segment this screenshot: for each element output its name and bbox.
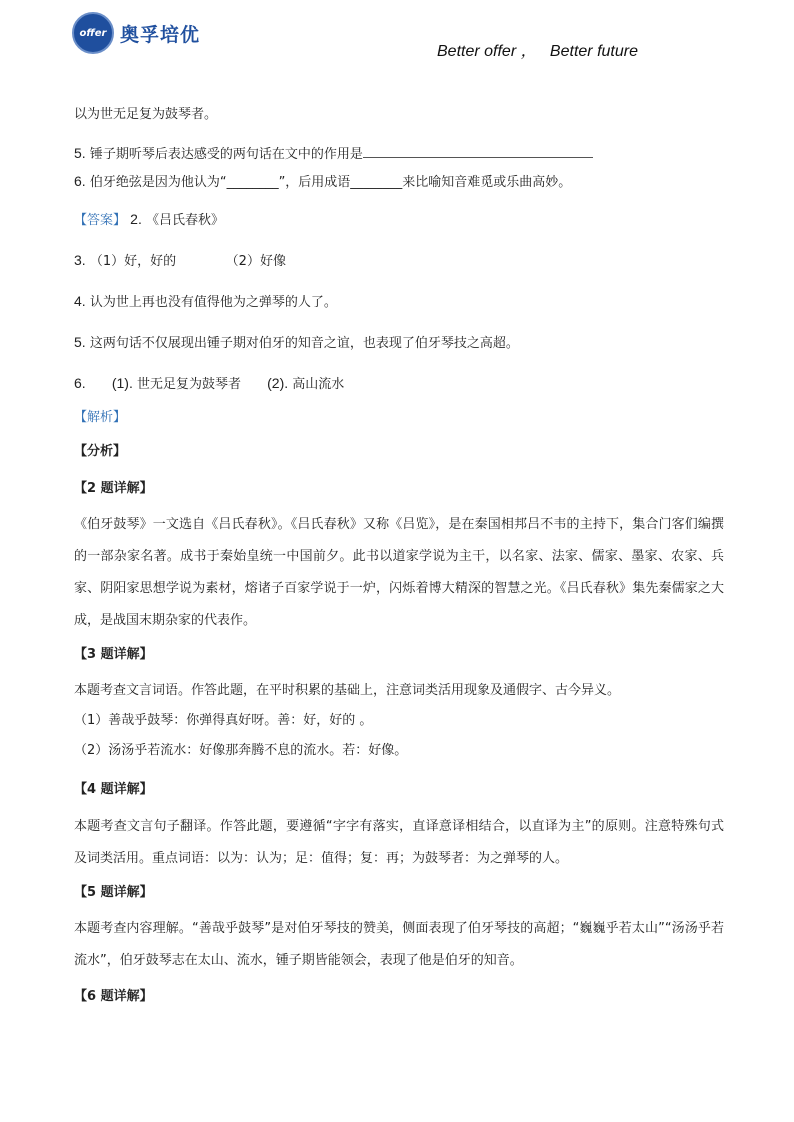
q3-heading: 【3 题详解】 bbox=[74, 647, 153, 662]
q3-line-3: （2）汤汤乎若流水：好像那奔腾不息的流水。若：好像。 bbox=[74, 743, 408, 758]
answer-2 bbox=[74, 209, 224, 231]
answer-text: 世无足复为鼓琴者 bbox=[136, 377, 241, 392]
logo-text: offer bbox=[79, 27, 107, 39]
answer-text: 《吕氏春秋》 bbox=[145, 213, 224, 228]
q3-line-1: 本题考查文言词语。作答此题，在平时积累的基础上，注意词类活用现象及通假字、古今异义。 bbox=[74, 683, 621, 698]
question-number: 5. bbox=[74, 145, 86, 161]
answer-number: 6. bbox=[74, 375, 86, 391]
answer-text: 认为世上再也没有值得他为之弹琴的人了。 bbox=[89, 295, 337, 310]
answer-text: 这两句话不仅展现出锺子期对伯牙的知音之谊，也表现了伯牙琴技之高超。 bbox=[89, 336, 519, 351]
question-5 bbox=[74, 143, 593, 165]
question-6 bbox=[74, 171, 571, 193]
q5-explanation: 本题考查内容理解。“善哉乎鼓琴”是对伯牙琴技的赞美，侧面表现了伯牙琴技的高超；“巍巍乎若太山”“汤汤乎若流水”，伯牙鼓琴志在太山、流水，锺子期皆能领会，表现了他是伯牙的知音。 bbox=[74, 921, 724, 968]
answer-4 bbox=[74, 291, 337, 313]
q4-explanation: 本题考查文言句子翻译。作答此题，要遵循“字字有落实，直译意译相结合，以直译为主”的原则。注意特殊句式及词类活用。重点词语：以为：认为；足：值得；复：再；为鼓琴者：为之弹琴的人。 bbox=[74, 819, 724, 866]
slogan: Better offer ， Better future bbox=[437, 43, 638, 60]
question-4-tail: 以为世无足复为鼓琴者。 bbox=[74, 107, 218, 122]
answer-number: 2. bbox=[130, 211, 142, 227]
q6-heading: 【6 题详解】 bbox=[74, 989, 153, 1004]
answer-tag: 【答案】 bbox=[74, 213, 127, 228]
analysis-tag: 【解析】 bbox=[74, 410, 127, 425]
q2-explanation: 《伯牙鼓琴》一文选自《吕氏春秋》。《吕氏春秋》又称《吕览》，是在秦国相邦吕不韦的主持下，集合门客们编撰的一部杂家名著。成书于秦始皇统一中国前夕。此书以道家学说为主干，以名家、法家、儒家、墨家、农家、兵家、阴阳家思想学说为素材，熔诸子百家学说于一炉，闪烁着博大精深的智慧之光。《吕氏春秋》集先秦儒家之大成，是战国末期杂家的代表作。 bbox=[74, 517, 724, 628]
answer-number: 4. bbox=[74, 293, 86, 309]
page-header bbox=[0, 0, 794, 70]
answer-part-label: (2). bbox=[267, 375, 289, 391]
question-number: 6. bbox=[74, 173, 86, 189]
answer-number: 3. bbox=[74, 252, 86, 268]
answer-text: （1）好，好的 （2）好像 bbox=[89, 254, 286, 269]
question-text: 锤子期听琴后表达感受的两句话在文中的作用是 bbox=[89, 147, 363, 162]
q3-line-2: （1）善哉乎鼓琴：你弹得真好呀。善：好，好的 。 bbox=[74, 713, 373, 728]
answer-3 bbox=[74, 250, 286, 272]
brand-name: 奥孚培优 bbox=[120, 23, 201, 46]
question-text: 伯牙绝弦是因为他认为“________”，后用成语________来比喻知音难觅或乐曲高妙。 bbox=[89, 175, 572, 190]
answer-number: 5. bbox=[74, 334, 86, 350]
q5-heading: 【5 题详解】 bbox=[74, 885, 153, 900]
q2-heading: 【2 题详解】 bbox=[74, 481, 153, 496]
answer-5 bbox=[74, 332, 519, 354]
answer-part-label: (1). bbox=[111, 375, 133, 391]
logo-circle-icon bbox=[72, 12, 114, 54]
answer-6 bbox=[74, 373, 344, 395]
logo bbox=[72, 12, 200, 54]
q4-heading: 【4 题详解】 bbox=[74, 782, 153, 797]
fenxi-heading: 【分析】 bbox=[74, 444, 127, 459]
answer-text: 高山流水 bbox=[292, 377, 345, 392]
answer-blank bbox=[363, 145, 593, 158]
